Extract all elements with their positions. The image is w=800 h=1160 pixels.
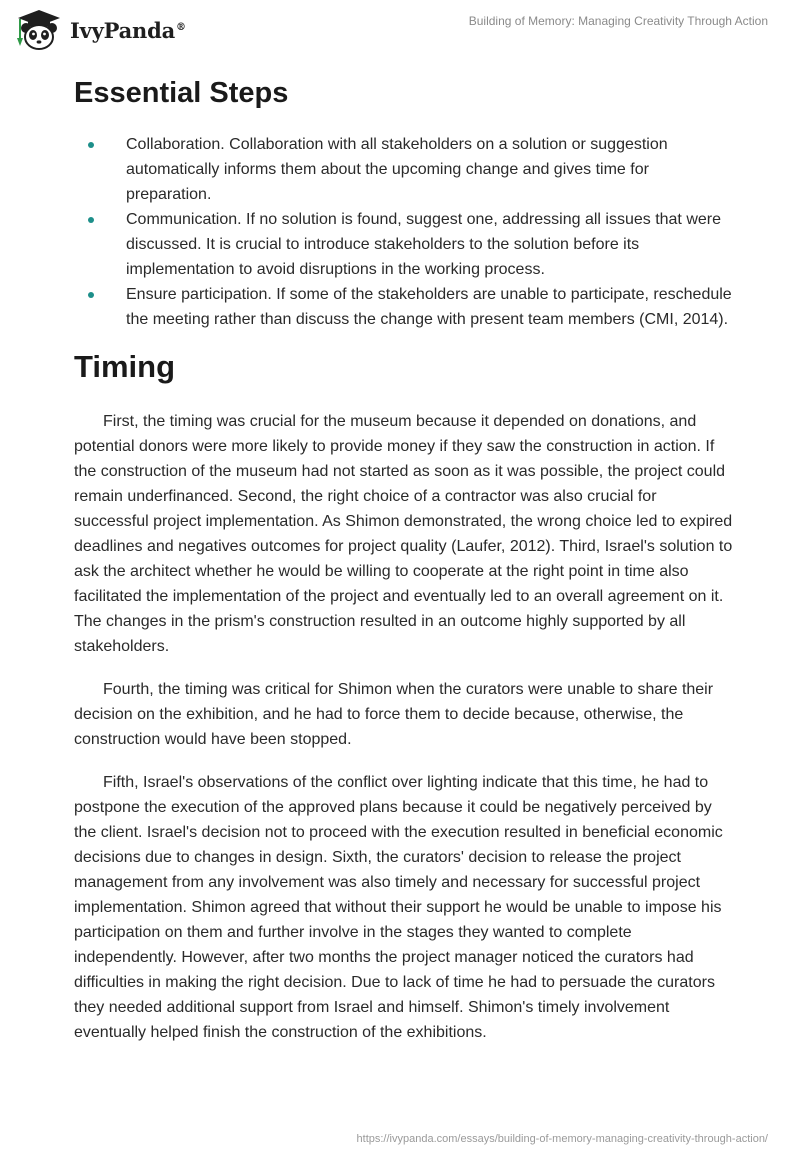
bullet-icon [88, 217, 94, 223]
bullet-icon [88, 142, 94, 148]
bullet-icon [88, 292, 94, 298]
list-item-text: Communication. If no solution is found, suggest one, addressing all issues that were discussed. It is crucial to introduce stakeholders to the solution before its implementation to avoid disruptions in the working process. [126, 211, 721, 278]
steps-list [74, 132, 734, 332]
document-title: Building of Memory: Managing Creativity Through Action [468, 14, 768, 28]
essential-steps-heading: Essential Steps [74, 77, 289, 109]
paragraph: Fifth, Israel's observations of the conflict over lighting indicate that this time, he had to postpone the execution of the approved plans because it could be negatively perceived by the client. Israel's decision not to proceed with the execution resulted in beneficial economic decisions due to changes in design. Sixth, the curators' decision to release the project management from any involvement was also timely and necessary for successful project implementation. Shimon agreed that without their support he would be unable to impose his participation on them and further involve in the stages they wanted to complete independently. However, after two months the project manager noticed the curators had difficulties in making the right decision. Due to lack of time he had to persuade the curators they needed additional support from Israel and himself. Shimon's timely involvement eventually helped finish the construction of the exhibitions. [74, 774, 723, 1041]
list-item-text: Collaboration. Collaboration with all stakeholders on a solution or suggestion automatically informs them about the upcoming change and gives time for preparation. [126, 136, 668, 203]
list-item [74, 207, 734, 282]
list-item [74, 132, 734, 207]
ivypanda-logo[interactable] [14, 8, 186, 52]
essay-content [74, 70, 734, 1045]
list-item-text: Ensure participation. If some of the stakeholders are unable to participate, reschedule the meeting rather than discuss the change with present team members (CMI, 2014). [126, 286, 732, 328]
page-header [0, 0, 800, 64]
paragraph: Fourth, the timing was critical for Shimon when the curators were unable to share their decision on the exhibition, and he had to force them to decide because, otherwise, the construction would have been stopped. [74, 681, 714, 748]
timing-heading: Timing [74, 349, 176, 384]
source-url[interactable]: https://ivypanda.com/essays/building-of-memory-managing-creativity-through-action/ [356, 1133, 768, 1145]
essential-steps-section [74, 73, 734, 332]
timing-section [74, 346, 734, 1045]
logo-text: IvyPanda® [70, 17, 186, 43]
list-item [74, 282, 734, 332]
registered-mark: ® [176, 21, 186, 33]
paragraph: First, the timing was crucial for the museum because it depended on donations, and potential donors were more likely to provide money if they saw the construction in action. If the construction of the museum had not started as soon as it was possible, the project could remain underfinanced. Second, the right choice of a contractor was also crucial for successful project implementation. As Shimon demonstrated, the wrong choice led to expired deadlines and negatives outcomes for project quality (Laufer, 2012). Third, Israel's solution to ask the architect whether he would be willing to cooperate at the right point in time also facilitated the implementation of the project and eventually led to an overall agreement on it. The changes in the prism's construction resulted in an outcome highly supported by all stakeholders. [74, 413, 733, 655]
panda-graduate-icon [14, 8, 64, 52]
